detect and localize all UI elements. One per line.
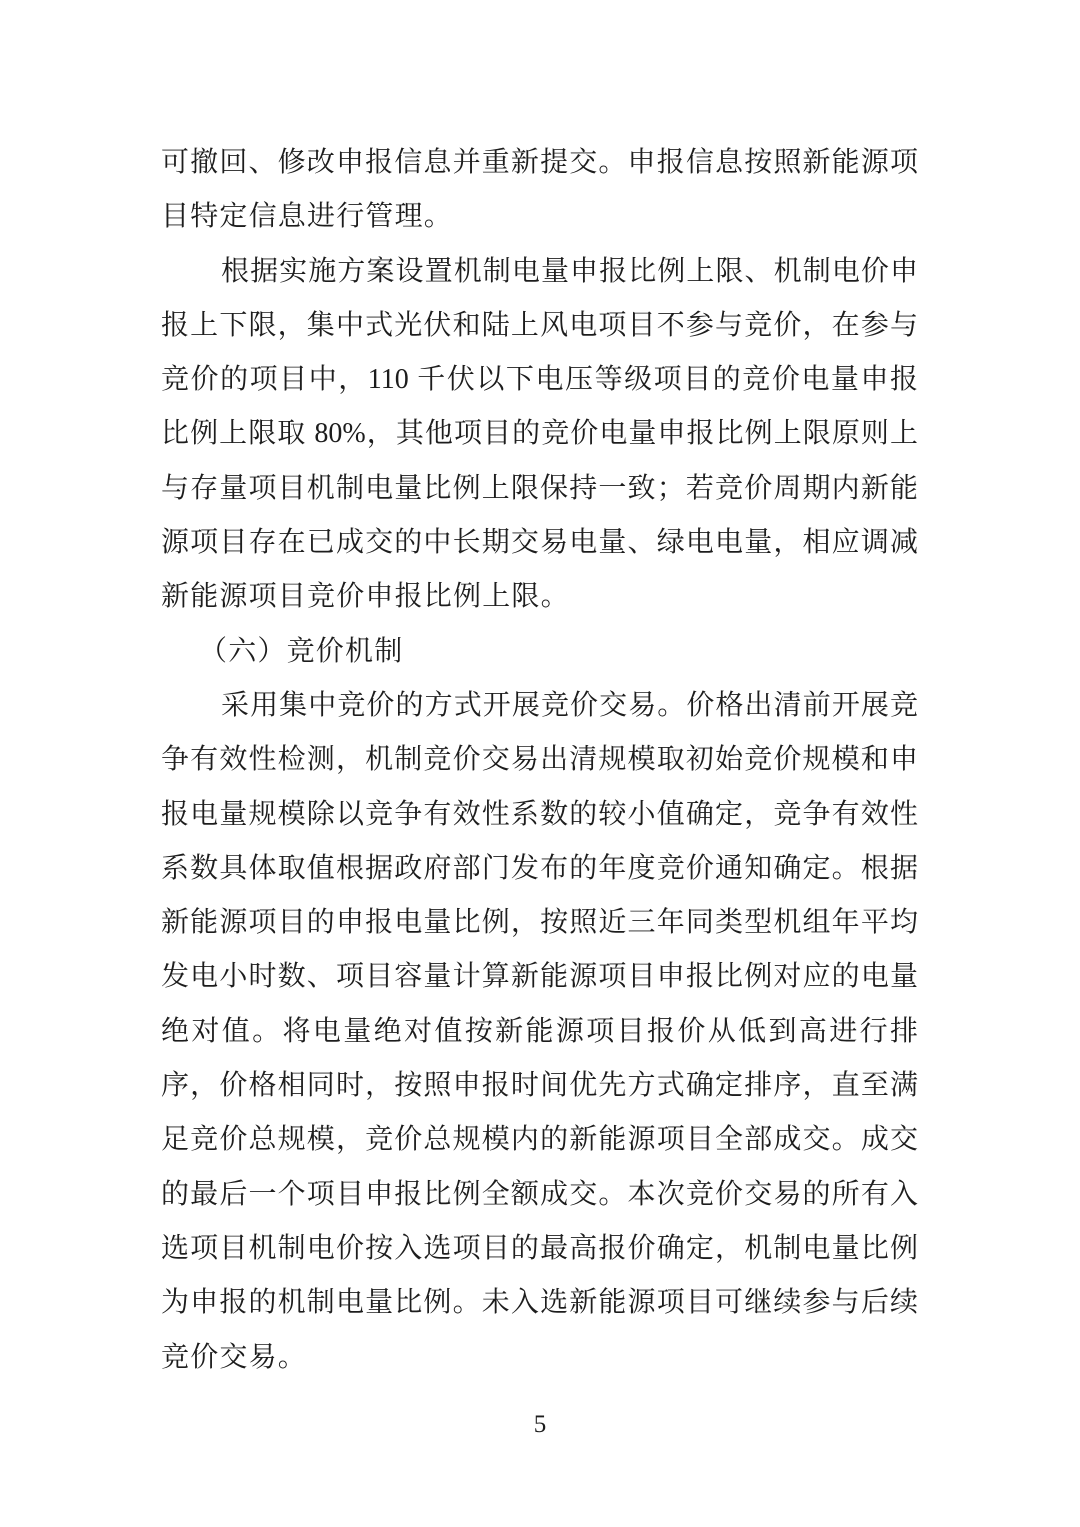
paragraph-line: 源项目存在已成交的中长期交易电量、绿电电量，相应调减 [161, 527, 918, 559]
paragraph-line: 报上下限，集中式光伏和陆上风电项目不参与竞价，在参与 [161, 309, 918, 341]
document-body [161, 136, 918, 1385]
paragraph-line: 发电小时数、项目容量计算新能源项目申报比例对应的电量 [161, 961, 918, 993]
paragraph-line: 的最后一个项目申报比例全额成交。本次竞价交易的所有入 [161, 1178, 918, 1210]
paragraph-line: 系数具体取值根据政府部门发布的年度竞价通知确定。根据 [161, 852, 918, 884]
paragraph-line: 竞价交易。 [161, 1341, 308, 1373]
section-heading-line: （六）竞价机制 [199, 635, 404, 667]
paragraph-line: 序，价格相同时，按照申报时间优先方式确定排序，直至满 [161, 1070, 918, 1102]
paragraph-line: 与存量项目机制电量比例上限保持一致；若竞价周期内新能 [161, 472, 918, 504]
paragraph-line: 目特定信息进行管理。 [161, 201, 454, 233]
paragraph-line: 新能源项目竞价申报比例上限。 [161, 581, 570, 613]
paragraph-line: 根据实施方案设置机制电量申报比例上限、机制电价申 [221, 255, 918, 287]
paragraph-line: 争有效性检测，机制竞价交易出清规模取初始竞价规模和申 [161, 744, 918, 776]
paragraph-line: 采用集中竞价的方式开展竞价交易。价格出清前开展竞 [221, 689, 918, 721]
paragraph-line: 可撤回、修改申报信息并重新提交。申报信息按照新能源项 [161, 147, 918, 178]
paragraph-line: 绝对值。将电量绝对值按新能源项目报价从低到高进行排 [161, 1015, 918, 1047]
paragraph-line: 报电量规模除以竞争有效性系数的较小值确定，竞争有效性 [161, 798, 918, 830]
paragraph-line: 为申报的机制电量比例。未入选新能源项目可继续参与后续 [161, 1287, 918, 1319]
paragraph-line: 竞价的项目中，110 千伏以下电压等级项目的竞价电量申报 [161, 364, 918, 396]
page-number: 5 [533, 1411, 547, 1438]
paragraph-line: 选项目机制电价按入选项目的最高报价确定，机制电量比例 [161, 1232, 918, 1264]
paragraph-line: 比例上限取 80%，其他项目的竞价电量申报比例上限原则上 [161, 418, 918, 450]
paragraph-line: 新能源项目的申报电量比例，按照近三年同类型机组年平均 [161, 907, 918, 939]
paragraph-line: 足竞价总规模，竞价总规模内的新能源项目全部成交。成交 [161, 1124, 918, 1156]
